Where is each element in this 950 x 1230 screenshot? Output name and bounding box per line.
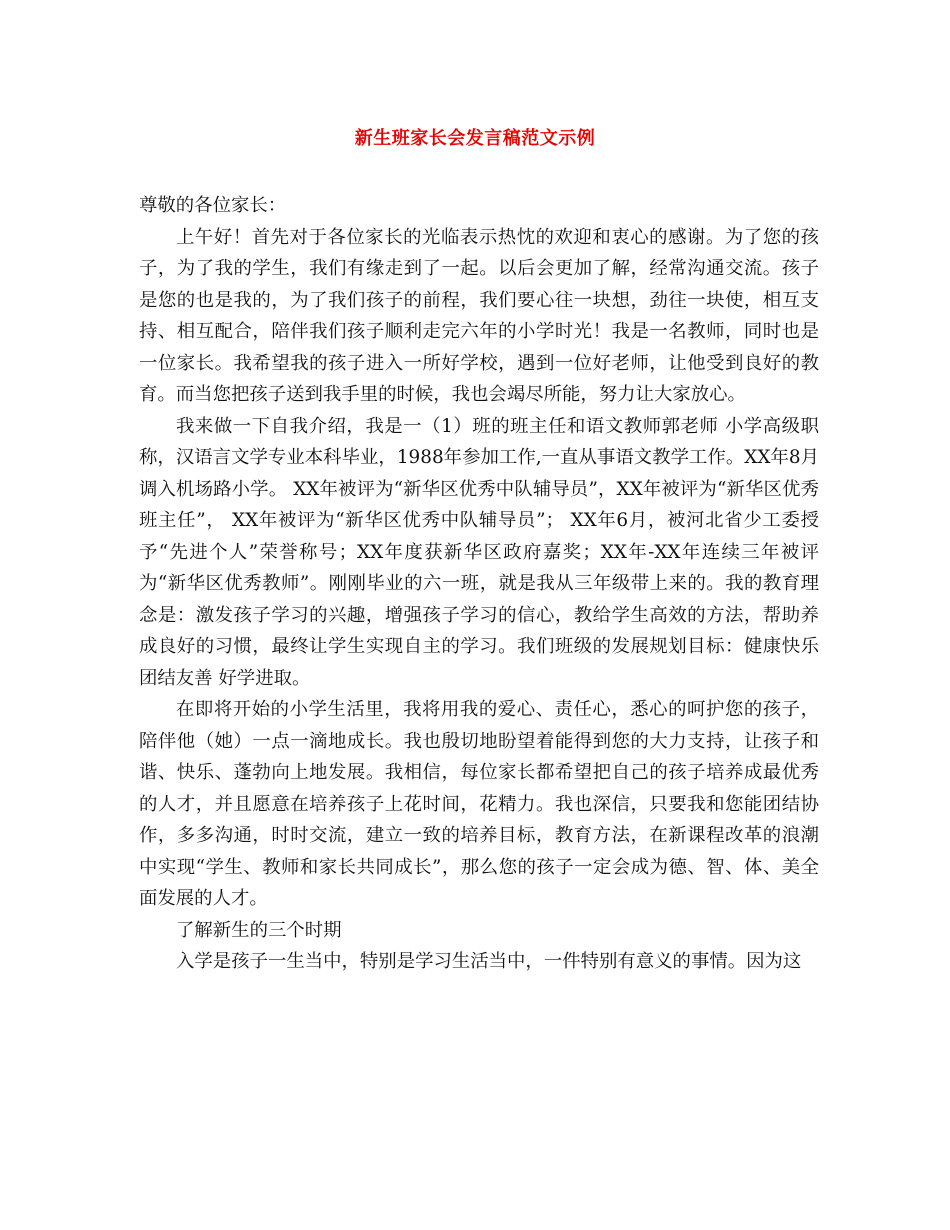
paragraph-enrollment: 入学是孩子一生当中，特别是学习生活当中，一件特别有意义的事情。因为这 xyxy=(176,951,802,972)
salutation: 尊敬的各位家长： xyxy=(139,195,287,216)
paragraph-greeting: 上午好！首先对于各位家长的光临表示热忱的欢迎和衷心的感谢。为了您的孩子，为了我的学生，我们有缘走到了一起。以后会更加了解，经常沟通交流。孩子是您的也是我的，为了我们孩子的前程，我们要心往一块想，劲往一块使，相互支持、相互配合，陪伴我们孩子顺利走完六年的小学时光！我是一名教师，同时也是一位家长。我希望我的孩子进入一所好学校，遇到一位好老师，让他受到良好的教育。而当您把孩子送到我手里的时候，我也会竭尽所能，努力让大家放心。 xyxy=(139,226,819,405)
document-title: 新生班家长会发言稿范文示例 xyxy=(354,128,596,149)
document-body xyxy=(139,190,819,978)
paragraph-self-introduction: 我来做一下自我介绍，我是一（1）班的班主任和语文教师郭老师 小学高级职称，汉语言文学专业本科毕业，1988年参加工作,一直从事语文教学工作。XX年8月调入机场路小学。 XX年被评为“新华区优秀中队辅导员”，XX年被评为“新华区优秀班主任”， XX年被评为“新华区优秀中队辅导员”； XX年6月，被河北省少工委授予“先进个人”荣誉称号；XX年度获新华区政府嘉奖；XX年-XX年连续三年被评为“新华区优秀教师”。刚刚毕业的六一班，就是我从三年级带上来的。我的教育理念是：激发孩子学习的兴趣，增强孩子学习的信心，教给学生高效的方法，帮助养成良好的习惯，最终让学生实现自主的学习。我们班级的发展规划目标：健康快乐 团结友善 好学进取。 xyxy=(139,415,819,689)
paragraph-commitment: 在即将开始的小学生活里，我将用我的爱心、责任心，悉心的呵护您的孩子，陪伴他（她）一点一滴地成长。我也殷切地盼望着能得到您的大力支持，让孩子和谐、快乐、蓬勃向上地发展。我相信，每位家长都希望把自己的孩子培养成最优秀的人才，并且愿意在培养孩子上花时间，花精力。我也深信，只要我和您能团结协作，多多沟通，时时交流，建立一致的培养目标，教育方法，在新课程改革的浪潮中实现“学生、教师和家长共同成长”，那么您的孩子一定会成为德、智、体、美全面发展的人才。 xyxy=(139,699,819,909)
section-heading: 了解新生的三个时期 xyxy=(176,919,342,941)
